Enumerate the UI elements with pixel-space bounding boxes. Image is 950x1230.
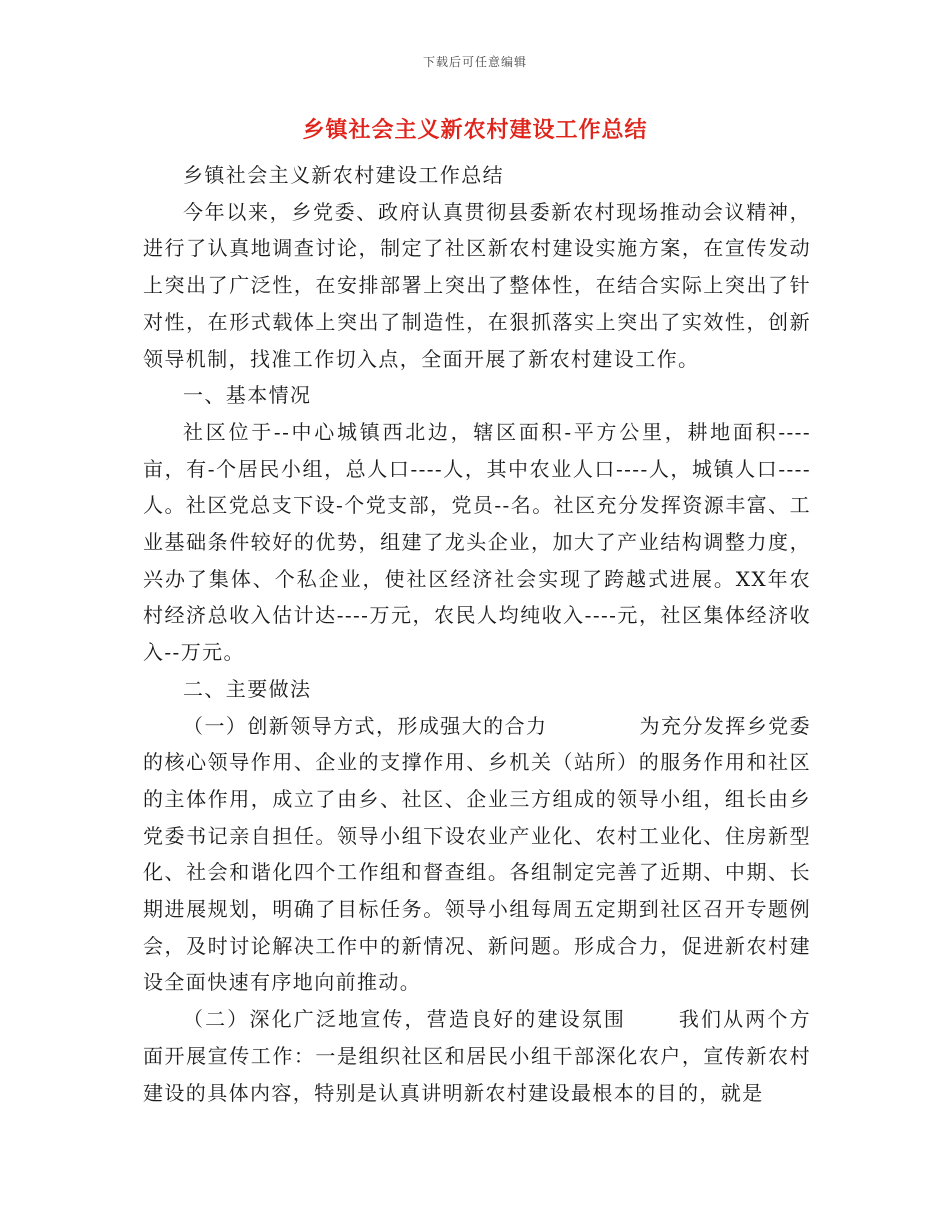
section-heading-main-methods: 二、主要做法 bbox=[183, 676, 312, 701]
section-heading-basic-situation: 一、基本情况 bbox=[183, 383, 312, 408]
subsection-2-paragraph bbox=[143, 1001, 811, 1111]
document-body bbox=[143, 157, 811, 1111]
document-title: 乡镇社会主义新农村建设工作总结 bbox=[302, 117, 648, 143]
section-basic-situation-paragraph: 社区位于--中心城镇西北边，辖区面积-平方公里，耕地面积----亩，有-个居民小组，总人口----人，其中农业人口----人，城镇人口----人。社区党总支下设-个党支部，党员--名。社区充分发挥资源丰富、工业基础条件较好的优势，组建了龙头企业，加大了产业结构调整力度，兴办了集体、个私企业，使社区经济社会实现了跨越式进展。XX年农村经济总收入估计达----万元，农民人均纯收入----元，社区集体经济收入--万元。 bbox=[143, 419, 811, 665]
subsection-1-heading: （一）创新领导方式，形成强大的合力 bbox=[183, 713, 548, 738]
subsection-1-body: 为充分发挥乡党委的核心领导作用、企业的支撑作用、乡机关（站所）的服务作用和社区的主体作用，成立了由乡、社区、企业三方组成的领导小组，组长由乡党委书记亲自担任。领导小组下设农业产业化、农村工业化、住房新型化、社会和谐化四个工作组和督查组。各组制定完善了近期、中期、长期进展规划，明确了目标任务。领导小组每周五定期到社区召开专题例会，及时讨论解决工作中的新情况、新问题。形成合力，促进新农村建设全面快速有序地向前推动。 bbox=[143, 713, 811, 995]
subsection-2-body: 我们从两个方面开展宣传工作：一是组织社区和居民小组干部深化农户，宣传新农村建设的具体内容，特别是认真讲明新农村建设最根本的目的，就是 bbox=[143, 1007, 811, 1105]
subsection-2-heading: （二）深化广泛地宣传，营造良好的建设氛围 bbox=[183, 1007, 627, 1032]
subsection-1-paragraph bbox=[143, 708, 811, 1002]
intro-paragraph: 今年以来，乡党委、政府认真贯彻县委新农村现场推动会议精神，进行了认真地调查讨论，制定了社区新农村建设实施方案，在宣传发动上突出了广泛性，在安排部署上突出了整体性，在结合实际上突出了针对性，在形式载体上突出了制造性，在狠抓落实上突出了实效性，创新领导机制，找准工作切入点，全面开展了新农村建设工作。 bbox=[143, 199, 811, 371]
document-subtitle: 乡镇社会主义新农村建设工作总结 bbox=[183, 163, 504, 187]
page-header-note: 下载后可任意编辑 bbox=[422, 55, 527, 69]
